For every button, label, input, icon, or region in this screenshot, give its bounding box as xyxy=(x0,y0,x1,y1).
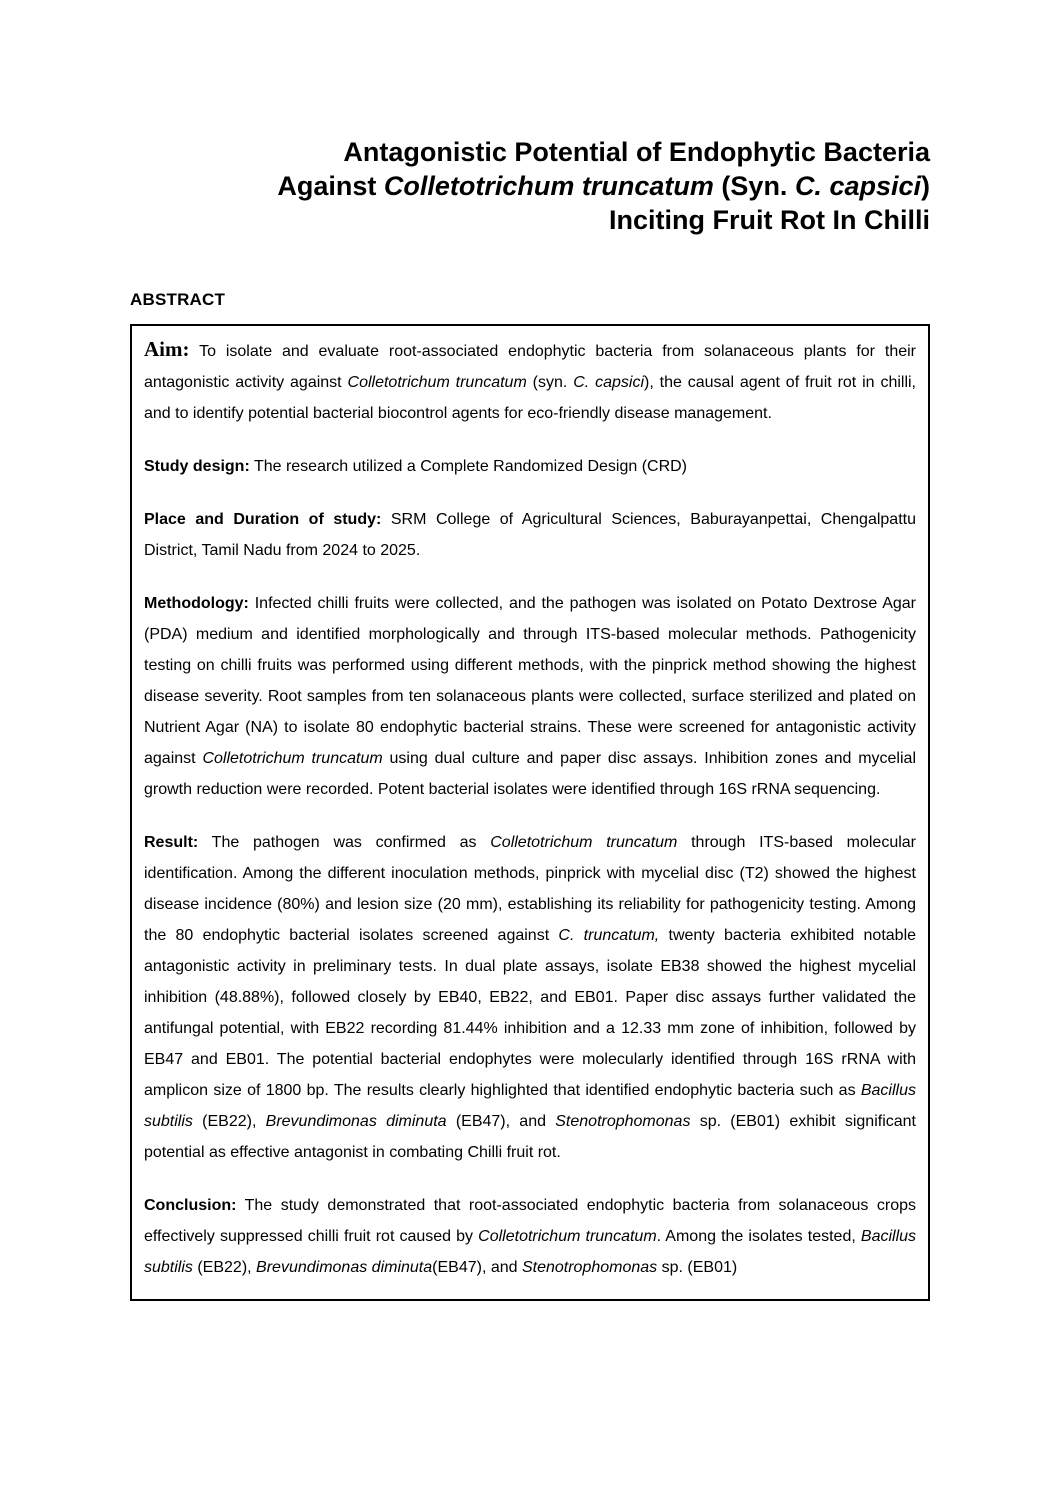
section-methodology-text: Infected chilli fruits were collected, and the pathogen was isolated on Potato Dextrose Agar (PDA) medium and identified morphologically and through ITS-based molecular methods. Pathogenicity testing on chilli fruits was performed using different methods, with the pinprick method showing the highest disease severity. Root samples from ten solanaceous plants were collected, surface sterilized and plated on Nutrient Agar (NA) to isolate 80 endophytic bacterial strains. These were screened for antagonistic activity against Colletotrichum truncatum using dual culture and paper disc assays. Inhibition zones and mycelial growth reduction were recorded. Potent bacterial isolates were identified through 16S rRNA sequencing. xyxy=(144,595,916,798)
section-result-label: Result: xyxy=(144,834,199,851)
section-place-duration-text: SRM College of Agricultural Sciences, Baburayanpettai, Chengalpattu District, Tamil Nadu from 2024 to 2025. xyxy=(144,511,916,559)
abstract-heading: ABSTRACT xyxy=(130,290,226,309)
section-aim-label: Aim: xyxy=(144,337,190,361)
paper-title xyxy=(130,135,930,237)
section-result-text: The pathogen was confirmed as Colletotrichum truncatum through ITS-based molecular identification. Among the different inoculation methods, pinprick with mycelial disc (T2) showed the highest disease incidence (80%) and lesion size (20 mm), establishing its reliability for pathogenicity testing. Among the 80 endophytic bacterial isolates screened against C. truncatum, twenty bacteria exhibited notable antagonistic activity in preliminary tests. In dual plate assays, isolate EB38 showed the highest mycelial inhibition (48.88%), followed closely by EB40, EB22, and EB01. Paper disc assays further validated the antifungal potential, with EB22 recording 81.44% inhibition and a 12.33 mm zone of inhibition, followed by EB47 and EB01. The potential bacterial endophytes were molecularly identified through 16S rRNA with amplicon size of 1800 bp. The results clearly highlighted that identified endophytic bacteria such as Bacillus subtilis (EB22), Brevundimonas diminuta (EB47), and Stenotrophomonas sp. (EB01) exhibit significant potential as effective antagonist in combating Chilli fruit rot. xyxy=(144,834,917,1161)
paper-title-line-1: Antagonistic Potential of Endophytic Bacteria xyxy=(343,137,930,167)
section-study-design-label: Study design: xyxy=(144,458,250,475)
section-aim xyxy=(144,334,916,429)
section-aim-text: To isolate and evaluate root-associated endophytic bacteria from solanaceous plants for their antagonistic activity against Colletotrichum truncatum (syn. C. capsici), the causal agent of fruit rot in chilli, and to identify potential bacterial biocontrol agents for eco-friendly disease management. xyxy=(144,343,917,422)
paper-title-line-3: Inciting Fruit Rot In Chilli xyxy=(609,205,930,235)
paper-title-line-2: Against Colletotrichum truncatum (Syn. C. capsici) xyxy=(277,171,930,201)
section-methodology xyxy=(144,588,916,805)
section-conclusion-label: Conclusion: xyxy=(144,1197,237,1214)
section-place-duration-label: Place and Duration of study: xyxy=(144,511,382,528)
section-conclusion-text: The study demonstrated that root-associated endophytic bacteria from solanaceous crops effectively suppressed chilli fruit rot caused by Colletotrichum truncatum. Among the isolates tested, Bacillus subtilis (EB22), Brevundimonas diminuta(EB47), and Stenotrophomonas sp. (EB01) xyxy=(144,1197,917,1276)
section-methodology-label: Methodology: xyxy=(144,595,249,612)
section-conclusion xyxy=(144,1190,916,1283)
section-study-design xyxy=(144,451,916,482)
section-study-design-text: The research utilized a Complete Randomized Design (CRD) xyxy=(249,458,688,475)
section-result xyxy=(144,827,916,1168)
section-place-duration xyxy=(144,504,916,566)
abstract-box xyxy=(130,324,930,1301)
